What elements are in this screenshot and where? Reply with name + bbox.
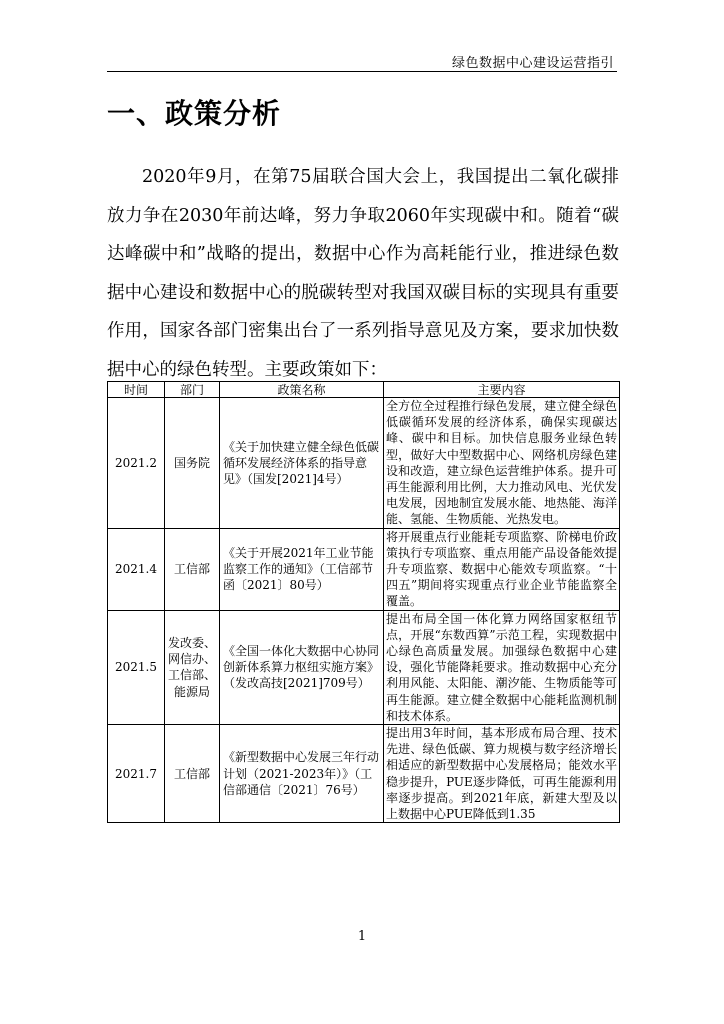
table-row (108, 725, 620, 823)
policy-table (107, 381, 620, 823)
cell-time: 2021.2 (108, 398, 165, 529)
cell-time: 2021.5 (108, 610, 165, 724)
running-header: 绿色数据中心建设运营指引 (451, 56, 614, 71)
cell-policy-name: 《关于加快建立健全绿色低碳循环发展经济体系的指导意见》（国发[2021]4号） (220, 398, 384, 529)
col-header-time: 时间 (108, 382, 165, 398)
cell-content: 提出用3年时间，基本形成布局合理、技术先进、绿色低碳、算力规模与数字经济增长相适应的新型数据中心发展格局；能效水平稳步提升，PUE逐步降低，可再生能源利用率逐步提高。到2021年底，新建大型及以上数据中心PUE降低到1.35 (384, 725, 620, 823)
cell-time: 2021.7 (108, 725, 165, 823)
col-header-content: 主要内容 (384, 382, 620, 398)
cell-content: 提出布局全国一体化算力网络国家枢纽节点，开展“东数西算”示范工程，实现数据中心绿色高质量发展。加强绿色数据中心建设，强化节能降耗要求。推动数据中心充分利用风能、太阳能、潮汐能、生物质能等可再生能源。建立健全数据中心能耗监测机制和技术体系。 (384, 610, 620, 724)
cell-dept: 发改委、网信办、工信部、能源局 (165, 610, 220, 724)
cell-policy-name: 《全国一体化大数据中心协同创新体系算力枢纽实施方案》（发改高技[2021]709号） (220, 610, 384, 724)
cell-dept: 国务院 (165, 398, 220, 529)
col-header-dept: 部门 (165, 382, 220, 398)
table-row (108, 528, 620, 610)
page-number: 1 (357, 929, 367, 944)
table-row (108, 398, 620, 529)
intro-paragraph: 2020年9月，在第75届联合国大会上，我国提出二氧化碳排放力争在2030年前达峰，努力争取2060年实现碳中和。随着“碳达峰碳中和”战略的提出，数据中心作为高耗能行业，推进绿色数据中心建设和数据中心的脱碳转型对我国双碳目标的实现具有重要作用，国家各部门密集出台了一系列指导意见及方案，要求加快数据中心的绿色转型。主要政策如下： (107, 167, 619, 380)
cell-time: 2021.4 (108, 528, 165, 610)
cell-dept: 工信部 (165, 725, 220, 823)
header-rule (107, 71, 617, 72)
col-header-name: 政策名称 (220, 382, 384, 398)
cell-content: 将开展重点行业能耗专项监察、阶梯电价政策执行专项监察、重点用能产品设备能效提升专项监察、数据中心能效专项监察。“十四五”期间将实现重点行业企业节能监察全覆盖。 (384, 528, 620, 610)
cell-content: 全方位全过程推行绿色发展，建立健全绿色低碳循环发展的经济体系，确保实现碳达峰、碳中和目标。加快信息服务业绿色转型，做好大中型数据中心、网络机房绿色建设和改造，建立绿色运营维护体系。提升可再生能源利用比例，大力推动风电、光伏发电发展，因地制宜发展水能、地热能、海洋能、氢能、生物质能、光热发电。 (384, 398, 620, 529)
cell-policy-name: 《新型数据中心发展三年行动计划（2021-2023年）》（工信部通信〔2021〕76号） (220, 725, 384, 823)
table-row (108, 610, 620, 724)
cell-policy-name: 《关于开展2021年工业节能监察工作的通知》（工信部节函〔2021〕80号） (220, 528, 384, 610)
table-header-row (108, 382, 620, 398)
cell-dept: 工信部 (165, 528, 220, 610)
section-heading: 一、政策分析 (107, 97, 282, 130)
